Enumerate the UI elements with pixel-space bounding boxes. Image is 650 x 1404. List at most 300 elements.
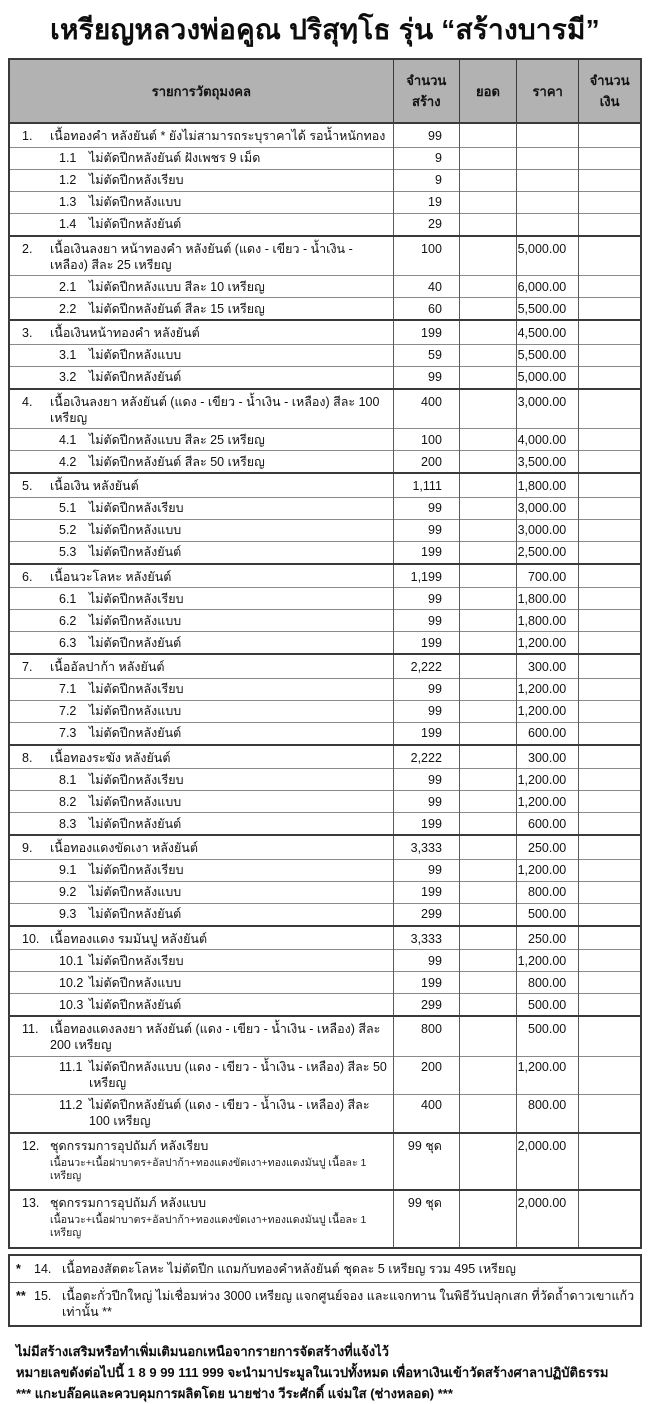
item-label: ไม่ตัดปีกหลังแบบ — [89, 348, 182, 362]
quantity-cell: 99 — [393, 123, 459, 147]
row-number: 11.1 — [59, 1060, 83, 1074]
item-label: ไม่ตัดปีกหลังแบบ — [89, 195, 182, 209]
price-cell: 600.00 — [517, 722, 579, 745]
item-cell — [9, 473, 393, 497]
item-label: ไม่ตัดปีกหลังยันต์ — [89, 907, 182, 921]
amount-cell — [579, 541, 641, 564]
item-cell — [9, 588, 393, 610]
item-cell — [9, 191, 393, 213]
table-row — [9, 745, 641, 769]
amount-cell — [579, 123, 641, 147]
total-cell — [459, 389, 516, 429]
quantity-cell: 29 — [393, 213, 459, 236]
table-row — [9, 950, 641, 972]
amount-cell — [579, 769, 641, 791]
price-cell: 2,000.00 — [517, 1133, 579, 1191]
total-cell — [459, 236, 516, 276]
total-cell — [459, 1190, 516, 1248]
total-cell — [459, 859, 516, 881]
quantity-cell: 3,333 — [393, 926, 459, 950]
row-number: 10. — [22, 931, 40, 946]
row-number: 10.2 — [59, 975, 84, 990]
item-cell — [9, 903, 393, 926]
row-number: 7. — [22, 660, 33, 674]
price-cell: 700.00 — [517, 564, 579, 588]
total-cell — [459, 926, 516, 950]
price-cell: 2,500.00 — [517, 541, 579, 564]
amount-cell — [579, 236, 641, 276]
quantity-cell: 199 — [393, 320, 459, 344]
item-label: ไม่ตัดปีกหลังแบบ — [89, 975, 182, 990]
footnote-row — [10, 1256, 640, 1282]
item-label: ไม่ตัดปีกหลังแบบ — [89, 613, 182, 628]
quantity-cell: 99 — [393, 791, 459, 813]
price-cell — [517, 169, 579, 191]
total-cell — [459, 366, 516, 389]
table-row — [9, 320, 641, 344]
price-cell: 1,200.00 — [517, 632, 579, 655]
amount-cell — [579, 344, 641, 366]
table-row — [9, 769, 641, 791]
row-number: 9.2 — [59, 885, 77, 899]
total-cell — [459, 147, 516, 169]
price-cell: 3,000.00 — [517, 519, 579, 541]
item-label: ไม่ตัดปีกหลังยันต์ — [89, 217, 182, 231]
total-cell — [459, 950, 516, 972]
amount-cell — [579, 366, 641, 389]
quantity-cell: 99 ชุด — [393, 1190, 459, 1248]
table-row — [9, 236, 641, 276]
row-number: 2.2 — [59, 301, 77, 316]
price-cell: 1,200.00 — [517, 769, 579, 791]
total-cell — [459, 835, 516, 859]
table-row — [9, 972, 641, 994]
amount-cell — [579, 213, 641, 236]
quantity-cell: 99 — [393, 610, 459, 632]
amount-cell — [579, 1056, 641, 1094]
footer-line: ไม่มีสร้างเสริมหรือทำเพิ่มเติมนอกเหนือจากรายการจัดสร้างที่แจ้งไว้ — [16, 1343, 389, 1359]
row-number: 3.1 — [59, 348, 77, 362]
header-price-column: ราคา — [517, 59, 579, 123]
row-number: 9.3 — [59, 907, 77, 921]
price-cell: 1,200.00 — [517, 791, 579, 813]
item-cell — [9, 213, 393, 236]
row-number: 5. — [22, 479, 33, 493]
row-number: 7.1 — [59, 682, 77, 696]
table-row — [9, 835, 641, 859]
row-number: 6. — [22, 569, 33, 584]
item-label: ไม่ตัดปีกหลังยันต์ — [89, 370, 182, 384]
table-row — [9, 191, 641, 213]
item-label: ไม่ตัดปีกหลังแบบ — [89, 794, 182, 809]
price-cell — [517, 123, 579, 147]
table-row — [9, 564, 641, 588]
amount-cell — [579, 1190, 641, 1248]
item-cell — [9, 881, 393, 903]
amulet-price-table — [8, 58, 642, 1249]
row-number: 4.1 — [59, 432, 77, 447]
item-label: เนื้ออัลปาก้า หลังยันต์ — [50, 660, 165, 674]
quantity-cell: 99 — [393, 678, 459, 700]
table-row — [9, 519, 641, 541]
quantity-cell: 99 — [393, 859, 459, 881]
quantity-cell: 99 — [393, 519, 459, 541]
row-number: 9. — [22, 841, 33, 855]
header-quantity-column: จำนวนสร้าง — [393, 59, 459, 123]
amount-cell — [579, 678, 641, 700]
item-cell — [9, 451, 393, 474]
quantity-cell: 1,199 — [393, 564, 459, 588]
amount-cell — [579, 1016, 641, 1056]
item-label: ไม่ตัดปีกหลังยันต์ — [89, 997, 182, 1012]
item-cell — [9, 1190, 393, 1248]
row-number: 10.3 — [59, 997, 84, 1012]
price-cell: 250.00 — [517, 926, 579, 950]
amount-cell — [579, 564, 641, 588]
table-row — [9, 610, 641, 632]
total-cell — [459, 497, 516, 519]
item-cell — [9, 632, 393, 655]
total-cell — [459, 632, 516, 655]
page-title: เหรียญหลวงพ่อคูณ ปริสุทฺโธ รุ่น “สร้างบารมี” — [50, 14, 600, 45]
item-note: เนื้อนวะ+เนื้อฝาบาตร+อัลปาก้า+ทองแดงขัดเงา+ทองแดงมันปู เนื้อละ 1 เหรียญ — [50, 1214, 367, 1239]
price-cell: 1,200.00 — [517, 1056, 579, 1094]
table-row — [9, 1056, 641, 1094]
price-cell: 800.00 — [517, 1094, 579, 1133]
total-cell — [459, 123, 516, 147]
footnote-marker: ** — [16, 1288, 26, 1303]
price-cell: 1,800.00 — [517, 588, 579, 610]
amount-cell — [579, 1094, 641, 1133]
row-number: 1.1 — [59, 151, 77, 165]
amount-cell — [579, 903, 641, 926]
quantity-cell: 19 — [393, 191, 459, 213]
row-number: 13. — [22, 1196, 40, 1210]
table-row — [9, 654, 641, 678]
item-cell — [9, 1094, 393, 1133]
price-cell — [517, 191, 579, 213]
price-cell — [517, 147, 579, 169]
footer-line: *** แกะบล๊อคและควบคุมการผลิตโดย นายช่าง วีระศักดิ์ แจ่มใส (ช่างหลอด) *** — [16, 1385, 453, 1401]
total-cell — [459, 1016, 516, 1056]
table-row — [9, 147, 641, 169]
amount-cell — [579, 1133, 641, 1191]
total-cell — [459, 994, 516, 1017]
amount-cell — [579, 389, 641, 429]
item-label: เนื้อเงิน หลังยันต์ — [50, 479, 139, 493]
item-cell — [9, 769, 393, 791]
quantity-cell: 3,333 — [393, 835, 459, 859]
item-cell — [9, 344, 393, 366]
item-label: เนื้อนวะโลหะ หลังยันต์ — [50, 569, 172, 584]
quantity-cell: 299 — [393, 903, 459, 926]
amount-cell — [579, 791, 641, 813]
table-row — [9, 1016, 641, 1056]
item-label: เนื้อเงินลงยา หน้าทองคำ หลังยันต์ (แดง - เขียว - น้ำเงิน - เหลือง) สีละ 25 เหรียญ — [50, 241, 353, 272]
item-cell — [9, 950, 393, 972]
price-cell: 500.00 — [517, 994, 579, 1017]
price-cell: 1,800.00 — [517, 610, 579, 632]
amount-cell — [579, 632, 641, 655]
row-number: 10.1 — [59, 953, 84, 968]
item-cell — [9, 541, 393, 564]
table-row — [9, 169, 641, 191]
amount-cell — [579, 972, 641, 994]
quantity-cell: 99 — [393, 950, 459, 972]
item-label: ไม่ตัดปีกหลังเรียบ — [89, 863, 184, 877]
item-label: ไม่ตัดปีกหลังแบบ — [89, 885, 182, 899]
price-cell: 250.00 — [517, 835, 579, 859]
quantity-cell: 99 — [393, 769, 459, 791]
row-number: 3.2 — [59, 370, 77, 384]
total-cell — [459, 722, 516, 745]
amount-cell — [579, 950, 641, 972]
row-number: 6.3 — [59, 635, 77, 650]
quantity-cell: 1,111 — [393, 473, 459, 497]
quantity-cell: 40 — [393, 276, 459, 298]
item-label: ไม่ตัดปีกหลังแบบ — [89, 523, 182, 537]
amount-cell — [579, 191, 641, 213]
table-row — [9, 473, 641, 497]
amount-cell — [579, 881, 641, 903]
row-number: 8.3 — [59, 816, 77, 831]
total-cell — [459, 1056, 516, 1094]
amount-cell — [579, 654, 641, 678]
price-cell: 3,000.00 — [517, 497, 579, 519]
price-cell: 5,500.00 — [517, 344, 579, 366]
item-label: ไม่ตัดปีกหลังเรียบ — [89, 953, 184, 968]
header-item-column: รายการวัตถุมงคล — [9, 59, 393, 123]
table-row — [9, 276, 641, 298]
item-cell — [9, 678, 393, 700]
amount-cell — [579, 813, 641, 836]
row-number: 3. — [22, 326, 33, 340]
item-label: เนื้อทองระฆัง หลังยันต์ — [50, 750, 171, 765]
amount-cell — [579, 926, 641, 950]
amount-cell — [579, 276, 641, 298]
table-row — [9, 1133, 641, 1191]
item-label: ไม่ตัดปีกหลังเรียบ — [89, 772, 184, 787]
footer-notes — [16, 1341, 650, 1404]
price-cell: 500.00 — [517, 903, 579, 926]
row-number: 1.4 — [59, 217, 77, 231]
item-cell — [9, 610, 393, 632]
total-cell — [459, 169, 516, 191]
table-row — [9, 1094, 641, 1133]
item-label: เนื้อทองแดงขัดเงา หลังยันต์ — [50, 841, 198, 855]
item-cell — [9, 147, 393, 169]
price-cell: 600.00 — [517, 813, 579, 836]
quantity-cell: 99 ชุด — [393, 1133, 459, 1191]
amount-cell — [579, 835, 641, 859]
quantity-cell: 200 — [393, 1056, 459, 1094]
price-cell — [517, 213, 579, 236]
quantity-cell: 60 — [393, 298, 459, 321]
price-cell: 4,500.00 — [517, 320, 579, 344]
amount-cell — [579, 859, 641, 881]
item-cell — [9, 236, 393, 276]
total-cell — [459, 769, 516, 791]
row-number: 5.1 — [59, 501, 77, 515]
item-label: ไม่ตัดปีกหลังยันต์ — [89, 726, 182, 740]
quantity-cell: 100 — [393, 429, 459, 451]
row-number: 4. — [22, 394, 33, 409]
total-cell — [459, 1094, 516, 1133]
table-row — [9, 1190, 641, 1248]
price-cell: 800.00 — [517, 972, 579, 994]
item-cell — [9, 298, 393, 321]
price-cell: 500.00 — [517, 1016, 579, 1056]
quantity-cell: 199 — [393, 632, 459, 655]
row-number: 6.2 — [59, 613, 77, 628]
table-row — [9, 123, 641, 147]
quantity-cell: 59 — [393, 344, 459, 366]
table-row — [9, 497, 641, 519]
row-number: 1. — [22, 129, 33, 143]
item-label: เนื้อเงินลงยา หลังยันต์ (แดง - เขียว - น้ำเงิน - เหลือง) สีละ 100 เหรียญ — [50, 394, 380, 425]
item-note: เนื้อนวะ+เนื้อฝาบาตร+อัลปาก้า+ทองแดงขัดเงา+ทองแดงมันปู เนื้อละ 1 เหรียญ — [50, 1156, 367, 1182]
quantity-cell: 299 — [393, 994, 459, 1017]
header-amount-column: จำนวนเงิน — [579, 59, 641, 123]
table-row — [9, 344, 641, 366]
amount-cell — [579, 169, 641, 191]
total-cell — [459, 298, 516, 321]
price-cell: 800.00 — [517, 881, 579, 903]
price-cell: 5,500.00 — [517, 298, 579, 321]
item-label: ชุดกรรมการอุปถัมภ์ หลังแบบ — [50, 1196, 207, 1210]
total-cell — [459, 678, 516, 700]
total-cell — [459, 610, 516, 632]
item-label: ไม่ตัดปีกหลังแบบ — [89, 704, 182, 718]
footnote-row — [10, 1282, 640, 1325]
total-cell — [459, 344, 516, 366]
item-cell — [9, 519, 393, 541]
quantity-cell: 9 — [393, 147, 459, 169]
total-cell — [459, 473, 516, 497]
item-cell — [9, 429, 393, 451]
item-label: ไม่ตัดปีกหลังยันต์ ฝังเพชร 9 เม็ด — [89, 151, 261, 165]
total-cell — [459, 813, 516, 836]
total-cell — [459, 213, 516, 236]
total-cell — [459, 654, 516, 678]
row-number: 8.1 — [59, 772, 77, 787]
amount-cell — [579, 473, 641, 497]
item-cell — [9, 389, 393, 429]
item-cell — [9, 1056, 393, 1094]
item-label: ชุดกรรมการอุปถัมภ์ หลังเรียบ — [50, 1138, 209, 1153]
quantity-cell: 99 — [393, 497, 459, 519]
item-cell — [9, 926, 393, 950]
item-cell — [9, 276, 393, 298]
item-cell — [9, 1016, 393, 1056]
row-number: 5.2 — [59, 523, 77, 537]
table-header — [9, 59, 641, 123]
quantity-cell: 99 — [393, 366, 459, 389]
total-cell — [459, 791, 516, 813]
item-cell — [9, 169, 393, 191]
table-row — [9, 298, 641, 321]
item-cell — [9, 320, 393, 344]
row-number: 1.2 — [59, 173, 77, 187]
amount-cell — [579, 147, 641, 169]
table-row — [9, 632, 641, 655]
price-cell: 1,200.00 — [517, 950, 579, 972]
item-label: ไม่ตัดปีกหลังเรียบ — [89, 173, 184, 187]
price-cell: 1,800.00 — [517, 473, 579, 497]
quantity-cell: 199 — [393, 813, 459, 836]
price-cell: 300.00 — [517, 654, 579, 678]
price-cell: 1,200.00 — [517, 700, 579, 722]
item-cell — [9, 813, 393, 836]
amount-cell — [579, 298, 641, 321]
item-label: ไม่ตัดปีกหลังแบบ (แดง - เขียว - น้ำเงิน - เหลือง) สีละ 50 เหรียญ — [89, 1060, 387, 1090]
amount-cell — [579, 320, 641, 344]
item-cell — [9, 564, 393, 588]
item-cell — [9, 859, 393, 881]
row-number: 8.2 — [59, 794, 77, 809]
quantity-cell: 400 — [393, 1094, 459, 1133]
item-label: เนื้อเงินหน้าทองคำ หลังยันต์ — [50, 326, 200, 340]
item-cell — [9, 366, 393, 389]
table-row — [9, 813, 641, 836]
footnotes-box — [8, 1254, 642, 1327]
item-label: ไม่ตัดปีกหลังยันต์ สีละ 50 เหรียญ — [89, 454, 265, 469]
item-cell — [9, 497, 393, 519]
row-number: 1.3 — [59, 195, 77, 209]
amount-cell — [579, 700, 641, 722]
total-cell — [459, 429, 516, 451]
amount-cell — [579, 610, 641, 632]
item-cell — [9, 972, 393, 994]
header-total-column: ยอด — [459, 59, 516, 123]
item-label: ไม่ตัดปีกหลังยันต์ — [89, 545, 182, 559]
table-row — [9, 451, 641, 474]
total-cell — [459, 972, 516, 994]
item-label: ไม่ตัดปีกหลังเรียบ — [89, 591, 184, 606]
row-number: 7.2 — [59, 704, 77, 718]
total-cell — [459, 541, 516, 564]
total-cell — [459, 881, 516, 903]
quantity-cell: 199 — [393, 881, 459, 903]
row-number: 6.1 — [59, 591, 77, 606]
table-row — [9, 213, 641, 236]
table-row — [9, 389, 641, 429]
item-label: ไม่ตัดปีกหลังยันต์ (แดง - เขียว - น้ำเงิน - เหลือง) สีละ 100 เหรียญ — [89, 1098, 370, 1128]
price-cell: 2,000.00 — [517, 1190, 579, 1248]
quantity-cell: 2,222 — [393, 654, 459, 678]
item-label: เนื้อทองแดง รมมันปู หลังยันต์ — [50, 931, 208, 946]
quantity-cell: 99 — [393, 588, 459, 610]
item-label: เนื้อทองแดงลงยา หลังยันต์ (แดง - เขียว - น้ำเงิน - เหลือง) สีละ 200 เหรียญ — [50, 1022, 381, 1052]
row-number: 9.1 — [59, 863, 77, 877]
item-cell — [9, 700, 393, 722]
total-cell — [459, 903, 516, 926]
item-label: เนื้อทองคำ หลังยันต์ * ยังไม่สามารถระบุราคาได้ รอน้ำหนักทอง — [50, 129, 386, 143]
footnote-number: 14. — [34, 1261, 52, 1276]
item-cell — [9, 654, 393, 678]
quantity-cell: 100 — [393, 236, 459, 276]
item-cell — [9, 1133, 393, 1191]
quantity-cell: 2,222 — [393, 745, 459, 769]
total-cell — [459, 1133, 516, 1191]
amount-cell — [579, 451, 641, 474]
quantity-cell: 400 — [393, 389, 459, 429]
table-row — [9, 994, 641, 1017]
table-row — [9, 859, 641, 881]
row-number: 12. — [22, 1138, 40, 1153]
quantity-cell: 199 — [393, 541, 459, 564]
row-number: 4.2 — [59, 454, 77, 469]
